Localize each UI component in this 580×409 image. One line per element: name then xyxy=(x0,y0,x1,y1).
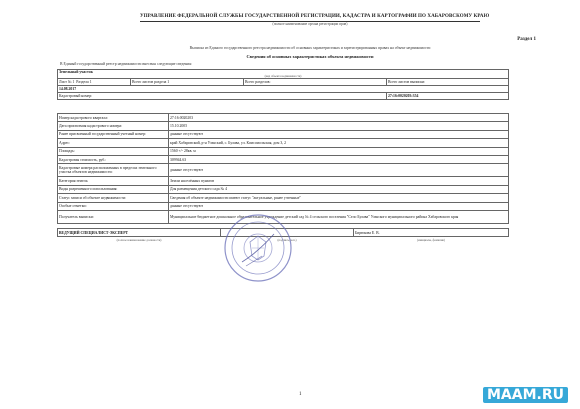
agency-note: (полное наименование органа регистрации прав) xyxy=(272,22,348,26)
row-value: данные отсутствуют xyxy=(169,130,509,138)
name-note: (инициалы, фамилия) xyxy=(417,238,445,242)
sheet-label: Лист № xyxy=(59,80,72,84)
table-row xyxy=(58,185,509,193)
row-value: Сведения об объекте недвижимости имеют статус "актуальные, ранее учтенные" xyxy=(169,194,509,202)
table-row xyxy=(58,155,509,163)
row-value: 1560 +/- 28кв. м xyxy=(169,147,509,155)
intro-text: Выписка из Единого государственного реестра недвижимости об основных характеристиках и зарегистрированных правах на объект недвижимости xyxy=(189,46,431,50)
table-row xyxy=(58,147,509,155)
total-sections-label: Всего разделов: xyxy=(245,80,271,84)
table-row xyxy=(58,130,509,138)
row-value: Муниципальное бюджетное дошкольное образовательное учреждение детский сад № 4 сельского поселения "Село Булава" Ульчского муниципального района Хабаровского края xyxy=(169,210,509,223)
signer-position: ВЕДУЩИЙ СПЕЦИАЛИСТ-ЭКСПЕРТ xyxy=(58,229,221,237)
section-field-label: Раздела xyxy=(76,80,89,84)
row-value: данные отсутствуют xyxy=(169,202,509,210)
row-label: Статус записи об объекте недвижимости: xyxy=(58,194,169,202)
row-label: Особые отметки: xyxy=(58,202,169,210)
date-cell: 14.08.2017 xyxy=(58,86,509,93)
object-type-cell xyxy=(58,70,509,79)
agency-header: УПРАВЛЕНИЕ ФЕДЕРАЛЬНОЙ СЛУЖБЫ ГОСУДАРСТВЕННОЙ РЕГИСТРАЦИИ, КАДАСТРА И КАРТОГРАФИИ ПО ХАБАРОВСКОМУ КРАЮ xyxy=(140,14,490,19)
row-label: Получатель выписки: xyxy=(58,210,169,223)
total-sections-cell xyxy=(244,79,387,86)
row-value: Земли населённых пунктов xyxy=(169,177,509,185)
characteristics-table xyxy=(57,113,509,224)
object-type: Земельный участок xyxy=(59,70,93,74)
row-label: Адрес: xyxy=(58,139,169,147)
signer-name: Бирюкова Е. В. xyxy=(354,229,509,237)
row-label: Кадастровые номера расположенных в пределах земельного участка объектов недвижимости: xyxy=(58,164,169,177)
official-stamp-icon xyxy=(222,212,294,284)
table-row xyxy=(58,202,509,210)
row-value: 15.10.2005 xyxy=(169,122,509,130)
table-row xyxy=(58,177,509,185)
total-sheets-label: Всего листов выписки: xyxy=(388,80,426,84)
section-field-value: 1 xyxy=(89,80,92,84)
row-value: 27:16:0020203 xyxy=(169,114,509,122)
row-label: Дата присвоения кадастрового номера: xyxy=(58,122,169,130)
row-label: Виды разрешенного использования: xyxy=(58,185,169,193)
row-value: данные отсутствуют xyxy=(169,164,509,177)
row-label: Категория земель: xyxy=(58,177,169,185)
row-label: Площадь: xyxy=(58,147,169,155)
sign-note: (подпись, м.п.) xyxy=(277,238,297,242)
row-value: край Хабаровский, р-н Ульчский, с. Булава, ул. Комсомольская, дом 3, 2 xyxy=(169,139,509,147)
total-sheets-cell xyxy=(387,79,509,86)
sheet-cell xyxy=(58,79,131,86)
table-row xyxy=(58,122,509,130)
top-info-table xyxy=(57,69,509,100)
table-row xyxy=(58,114,509,122)
row-label: Ранее присвоенный государственный учетный номер: xyxy=(58,130,169,138)
cad-value-cell: 27:16:0020203:354 xyxy=(387,93,509,100)
intro-text-2: В Единый государственный реестр недвижимости внесены следующие сведения: xyxy=(60,62,192,66)
row-value: 309944.63 xyxy=(169,155,509,163)
table-row xyxy=(58,164,509,177)
cad-label-cell: Кадастровый номер: xyxy=(58,93,387,100)
total-sheets-section-label: Всего листов раздела xyxy=(132,80,167,84)
row-label: Кадастровая стоимость, руб.: xyxy=(58,155,169,163)
page-number: 1 xyxy=(299,392,302,397)
total-sheets-section-cell xyxy=(131,79,244,86)
section-label: Раздел 1 xyxy=(517,37,536,42)
watermark-logo: MAAM.RU xyxy=(483,387,568,403)
position-note: (полное наименование должности) xyxy=(116,238,162,242)
table-row xyxy=(58,194,509,202)
row-label: Номер кадастрового квартала: xyxy=(58,114,169,122)
object-type-note: (вид объекта недвижимости) xyxy=(264,74,302,78)
total-sheets-section-value: 1 xyxy=(167,80,170,84)
row-value: Для размещения детского сада № 4 xyxy=(169,185,509,193)
sheet-value: 1 xyxy=(72,80,75,84)
document-title: Сведения об основных характеристиках объекта недвижимости xyxy=(246,54,374,59)
table-row xyxy=(58,139,509,147)
